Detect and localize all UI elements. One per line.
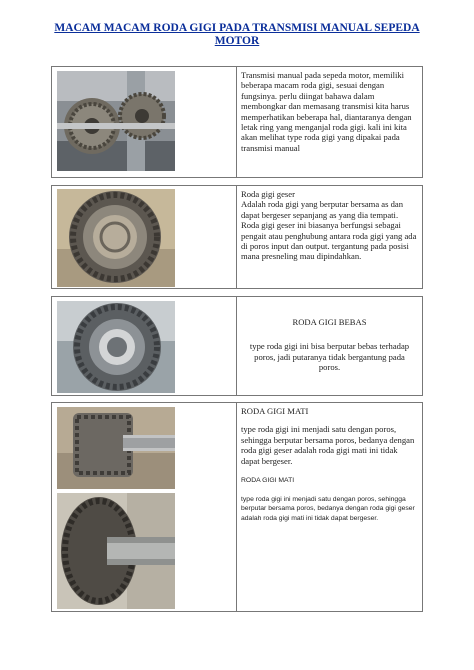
free-gear-photo [57, 301, 175, 393]
image-cell [52, 186, 237, 288]
section-roda-gigi-geser [51, 185, 423, 289]
section-roda-gigi-bebas [51, 296, 423, 396]
page-title: MACAM MACAM RODA GIGI PADA TRANSMISI MANUAL SEPEDA MOTOR [54, 22, 420, 47]
section-heading: RODA GIGI BEBAS [292, 317, 367, 327]
section-heading: RODA GIGI MATI [241, 406, 309, 416]
section-text: type roda gigi ini menjadi satu dengan poros, sehingga berputar bersama poros, bedanya dengan roda gigi geser adalah roda gigi mati ini tidak dapat bergeser. [241, 424, 415, 466]
section-text-block [237, 297, 422, 395]
sliding-gear-photo [57, 189, 175, 287]
section-sub-heading: RODA GIGI MATI [241, 477, 295, 485]
image-cell [52, 297, 237, 395]
section-text: type roda gigi ini bisa berputar bebas terhadap poros, jadi putaranya tidak bergantung pada poros. [249, 341, 410, 373]
image-cell [52, 403, 237, 611]
section-sub-text: type roda gigi ini menjadi satu dengan poros, sehingga berputar bersama poros, bedanya dengan roda gigi geser adalah roda gigi mati ini tidak dapat bergeser. [241, 496, 415, 522]
section-transmission [51, 66, 423, 178]
section-text: Transmisi manual pada sepeda motor, memiliki beberapa macam roda gigi, sesuai dengan fungsinya. perlu diingat bahawa dalam membongkar dan memasang transmisi kita harus memperhatikan beberapa hal, diantaranya dengan letak ring yang menganjal roda gigi. kali ini kita akan melihat type roda gigi yang dipakai pada transmisi manual [241, 70, 412, 153]
transmission-photo [57, 71, 175, 171]
section-text-block [237, 186, 422, 288]
section-text: Adalah roda gigi yang berputar bersama as dan dapat bergeser sepanjang as yang dia tempati. Roda gigi geser ini biasanya berfungsi sebagai pengait atau penghubung antara roda gigi yang ada di poros input dan output. tergantung pada posisi mana presneling mau dipindahkan. [241, 199, 417, 262]
fixed-gear-photo-top [57, 407, 175, 489]
fixed-gear-photo-bottom [57, 493, 175, 609]
image-cell [52, 67, 237, 177]
section-heading: Roda gigi geser [241, 189, 295, 199]
section-text-block [237, 403, 422, 611]
section-roda-gigi-mati [51, 402, 423, 612]
